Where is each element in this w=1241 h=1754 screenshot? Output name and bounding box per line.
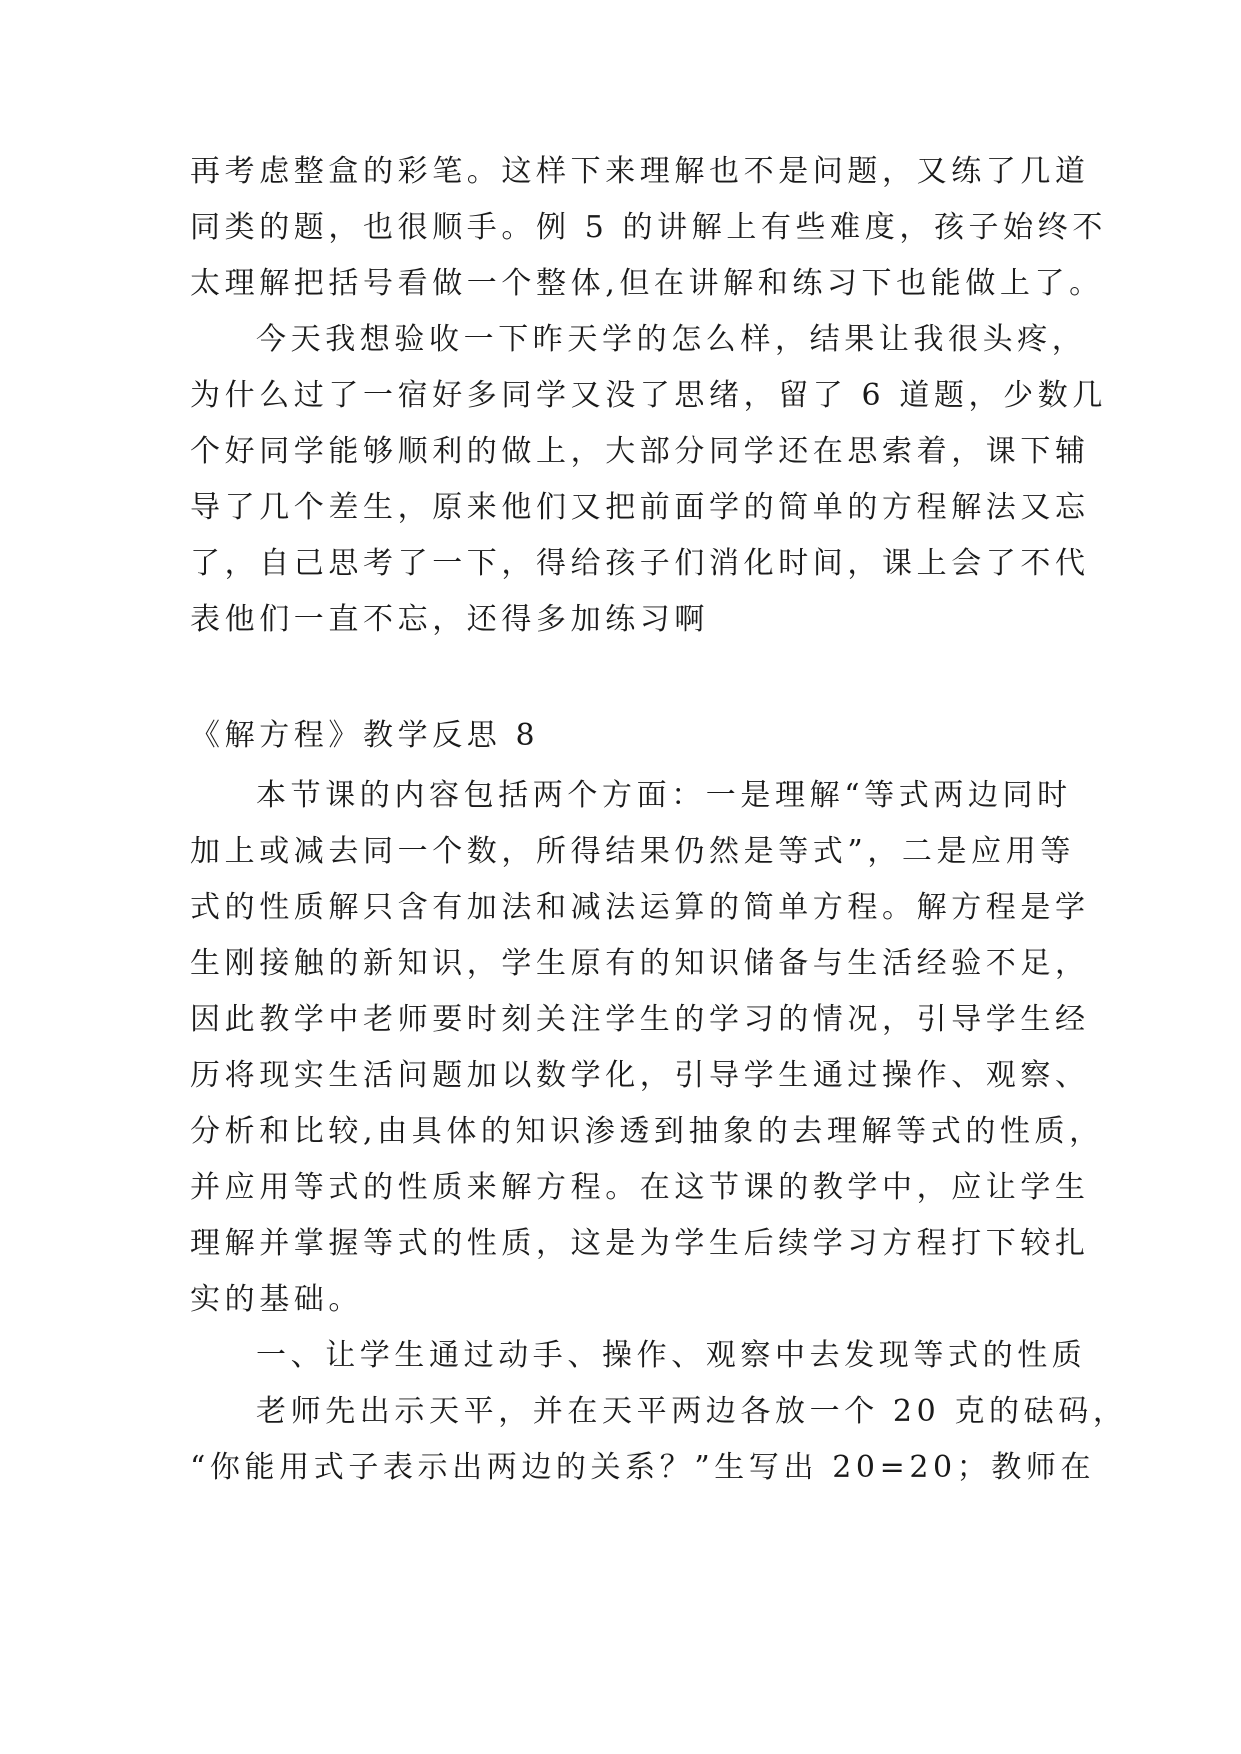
paragraph-line: 个好同学能够顺利的做上，大部分同学还在思索着，课下辅 xyxy=(190,434,1090,469)
paragraph-line: 历将现实生活问题加以数学化，引导学生通过操作、观察、 xyxy=(190,1058,1090,1093)
paragraph-line: 式的性质解只含有加法和减法运算的简单方程。解方程是学 xyxy=(190,890,1090,925)
paragraph-line: 实的基础。 xyxy=(190,1282,363,1317)
paragraph-line: 为什么过了一宿好多同学又没了思绪，留了 6 道题，少数几 xyxy=(190,378,1107,413)
paragraph-line: 本节课的内容包括两个方面：一是理解“等式两边同时 xyxy=(256,778,1072,813)
paragraph-line: 表他们一直不忘，还得多加练习啊 xyxy=(190,602,709,637)
paragraph-line: 因此教学中老师要时刻关注学生的学习的情况，引导学生经 xyxy=(190,1002,1090,1037)
paragraph-line: 老师先出示天平，并在天平两边各放一个 20 克的砝码， xyxy=(256,1394,1128,1429)
paragraph-line: 加上或减去同一个数，所得结果仍然是等式”，二是应用等 xyxy=(190,834,1075,869)
paragraph-line: 了，自己思考了一下，得给孩子们消化时间，课上会了不代 xyxy=(190,546,1090,581)
paragraph-line: 同类的题，也很顺手。例 5 的讲解上有些难度，孩子始终不 xyxy=(190,210,1107,245)
paragraph-line: 分析和比较,由具体的知识渗透到抽象的去理解等式的性质， xyxy=(190,1114,1104,1149)
section-heading: 《解方程》教学反思 8 xyxy=(190,718,540,753)
subheading-line: 一、让学生通过动手、操作、观察中去发现等式的性质 xyxy=(256,1338,1087,1373)
paragraph-line: “你能用式子表示出两边的关系？”生写出 20=20；教师在 xyxy=(190,1450,1096,1485)
paragraph-line: 并应用等式的性质来解方程。在这节课的教学中，应让学生 xyxy=(190,1170,1090,1205)
paragraph-line: 导了几个差生，原来他们又把前面学的简单的方程解法又忘 xyxy=(190,490,1090,525)
paragraph-line: 今天我想验收一下昨天学的怎么样，结果让我很头疼， xyxy=(256,322,1087,357)
paragraph-line: 再考虑整盒的彩笔。这样下来理解也不是问题，又练了几道 xyxy=(190,154,1090,189)
paragraph-line: 生刚接触的新知识，学生原有的知识储备与生活经验不足， xyxy=(190,946,1090,981)
paragraph-line: 太理解把括号看做一个整体,但在讲解和练习下也能做上了。 xyxy=(190,266,1104,301)
paragraph-line: 理解并掌握等式的性质，这是为学生后续学习方程打下较扎 xyxy=(190,1226,1090,1261)
